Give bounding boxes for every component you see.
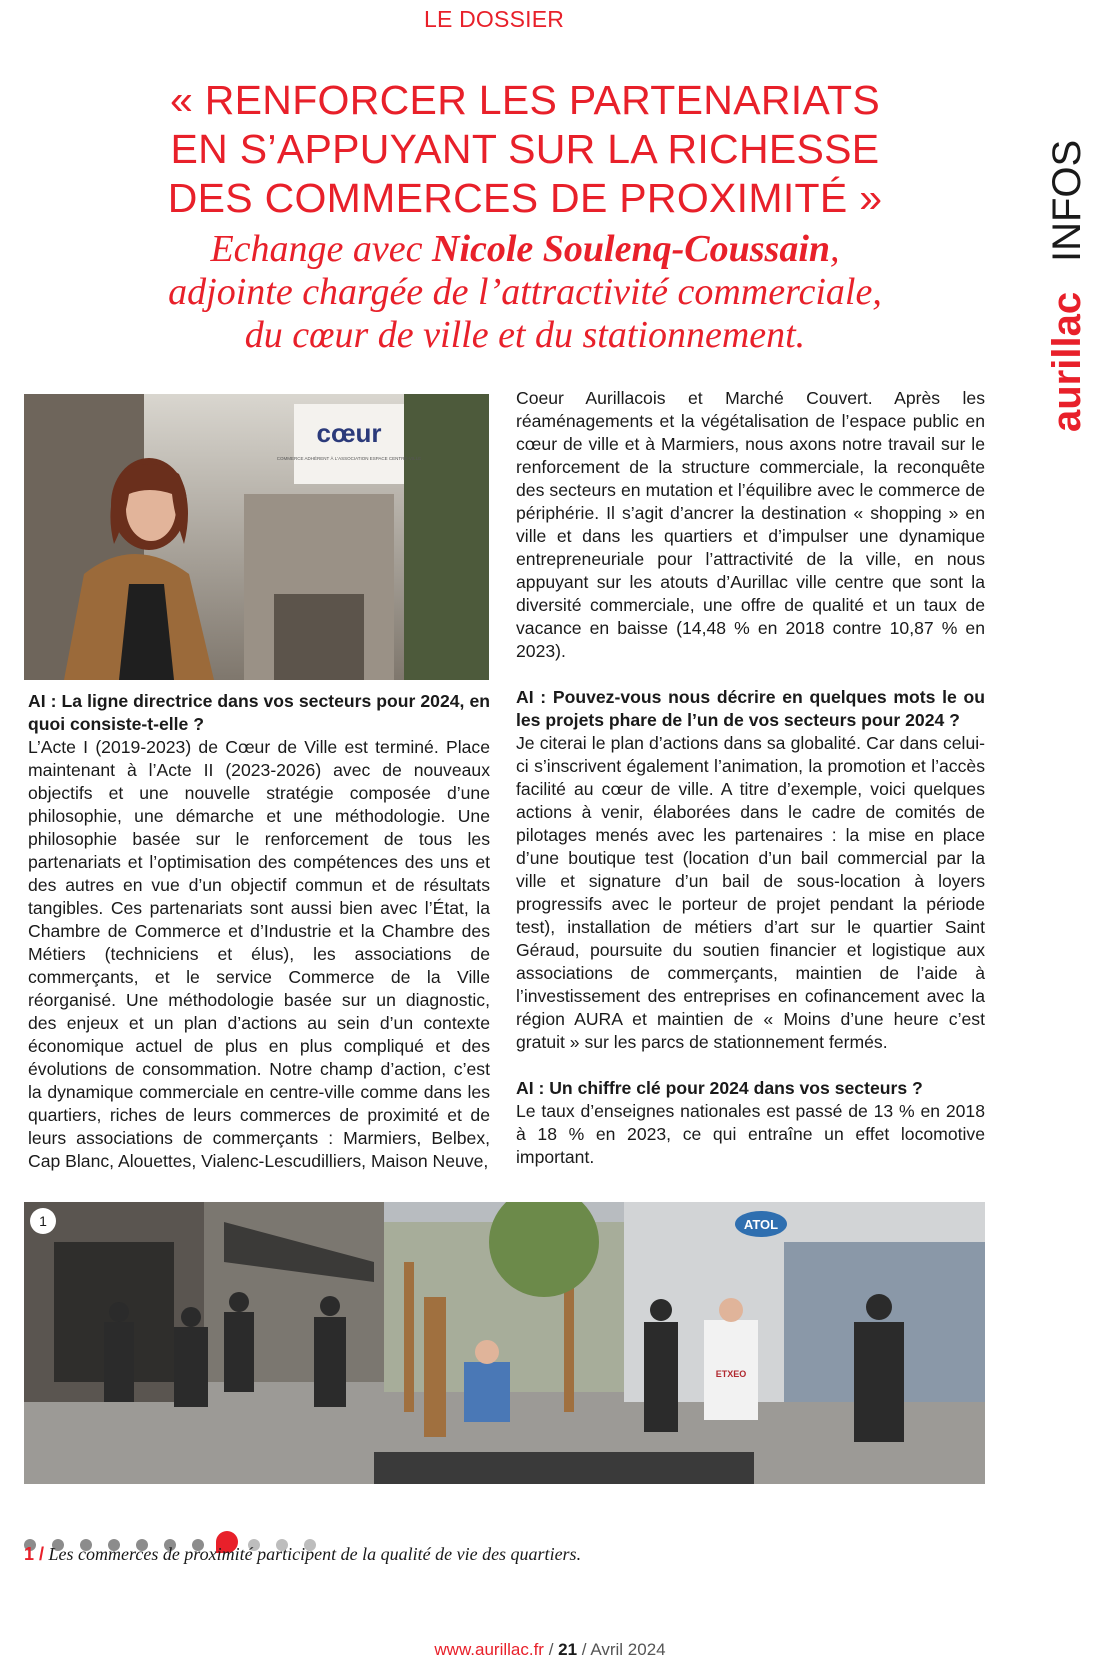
street-photo-illustration	[24, 1202, 985, 1484]
headline-line-2: EN S’APPUYANT SUR LA RICHESSE	[170, 126, 880, 172]
footer-separator: /	[543, 1640, 559, 1659]
footer-url[interactable]: www.aurillac.fr	[434, 1640, 544, 1659]
subtitle	[60, 228, 990, 357]
footer-separator: /	[577, 1640, 591, 1659]
coeur-sign-text: cœur	[316, 418, 382, 448]
caption-text: Les commerces de proximité participent de la qualité de vie des quartiers.	[48, 1544, 582, 1564]
section-label: LE DOSSIER	[424, 6, 565, 32]
caption-number: 1 /	[24, 1544, 45, 1564]
headline	[80, 76, 970, 223]
photo-number-badge: 1	[30, 1208, 56, 1234]
logo-brand-text: aurillac	[1045, 291, 1089, 432]
question-2: AI : Pouvez-vous nous décrire en quelques mots le ou les projets phare de l’un de vos secteurs pour 2024 ?	[516, 687, 985, 730]
subtitle-line-2: adjointe chargée de l’attractivité commerciale,	[168, 271, 882, 313]
atol-sign-text: ATOL	[743, 1217, 779, 1232]
page-number: 21	[558, 1640, 578, 1659]
logo-infos-text: INFOS	[1045, 139, 1089, 262]
interviewee-name: Nicole Soulenq-Coussain	[432, 228, 831, 270]
answer-1: L’Acte I (2019-2023) de Cœur de Ville est terminé. Place maintenant à l’Acte II (2023-2026) avec de nouveaux objectifs et une nouvelle stratégie composée d’une philosophie, une démarche et une méthodologie. Une philosophie basée sur le renforcement de tous les partenariats et l’optimisation des compétences des uns et des autres en vue d’un objectif commun et de résultats tangibles. Ces partenariats sont aussi bien avec l’État, la Chambre de Commerce et d’Industrie et la Chambre des Métiers (techniciens et élus), les associations de commerçants, et le service Commerce de la Ville réorganisé. Une méthodologie basée sur un diagnostic, des enjeux et un plan d’actions au sein d’un contexte économique actuel de plus en plus compliqué et des évolutions de consommation. Notre champ d’action, c’est la dynamique commerciale en centre-ville comme dans les quartiers, riches de leurs commerces de proximité et de leurs associations de commerçants : Marmiers, Belbex, Cap Blanc, Alouettes, Vialenc-Lescudilliers, Maison Neuve,	[28, 737, 490, 1171]
logo-graphic	[1042, 80, 1094, 440]
subtitle-line-3: du cœur de ville et du stationnement.	[244, 314, 806, 356]
headline-line-1: « RENFORCER LES PARTENARIATS	[169, 77, 881, 123]
headline-line-3: DES COMMERCES DE PROXIMITÉ »	[167, 175, 883, 221]
portrait-photo-illustration	[24, 394, 489, 680]
answer-1-continued: Coeur Aurillacois et Marché Couvert. Après les réaménagements et la végétalisation de l’espace public en cœur de ville et à Marmiers, nous axons notre travail sur le renforcement de la structure commerciale, la reconquête des secteurs en mutation et l’équilibre avec le commerce de périphérie. Il s’agit d’ancrer la destination « shopping » en ville et dans les quartiers et d’impulser une dynamique entrepreneuriale pour l’attractivité de la ville, en nous appuyant sur les atouts d’Aurillac ville centre que sont la diversité commerciale, une offre de qualité et un taux de vacance en baisse (14,48 % en 2018 contre 10,87 % en 2023).	[516, 388, 985, 661]
coeur-sign-subtext: COMMERCE ADHÉRENT À L'ASSOCIATION ESPACE CENTRE-VILLE	[276, 456, 422, 461]
portrait-photo	[24, 394, 489, 680]
answer-3: Le taux d’enseignes nationales est passé de 13 % en 2018 à 18 % en 2023, ce qui entraîne un effet locomotive important.	[516, 1101, 985, 1167]
left-column	[28, 690, 490, 1173]
question-3: AI : Un chiffre clé pour 2024 dans vos secteurs ?	[516, 1078, 923, 1098]
subtitle-prefix: Echange avec	[210, 228, 432, 270]
answer-2: Je citerai le plan d’actions dans sa globalité. Car dans celui-ci s’inscrivent également l’animation, la promotion et l’accès facilité au cœur de ville. A titre d’exemple, voici quelques actions à venir, élaborées dans le cadre de comités de pilotages menés avec les partenaires : la mise en place d’une boutique test (location d’un bail commercial par la ville et signature d’un bail de sous-location à loyers progressifs avec le porteur de projet pendant la période test), installation de métiers d’art sur le quartier Saint Géraud, poursuite du soutien financier et logistique aux associations de commerçants, maintien de l’aide à l’investissement des entreprises en cofinancement avec la région AURA et maintien de « Moins d’une heure c’est gratuit » sur les parcs de stationnement fermés.	[516, 733, 985, 1052]
question-1: AI : La ligne directrice dans vos secteurs pour 2024, en quoi consiste-t-elle ?	[28, 691, 490, 734]
aurillac-infos-logo	[1042, 80, 1094, 440]
page-footer	[0, 1640, 1100, 1660]
shirt-text: ETXEO	[715, 1369, 747, 1379]
photo-caption	[24, 1544, 581, 1565]
issue-date: Avril 2024	[590, 1640, 666, 1659]
subtitle-comma: ,	[830, 228, 840, 270]
right-column	[516, 387, 985, 1169]
street-photo	[24, 1202, 985, 1484]
